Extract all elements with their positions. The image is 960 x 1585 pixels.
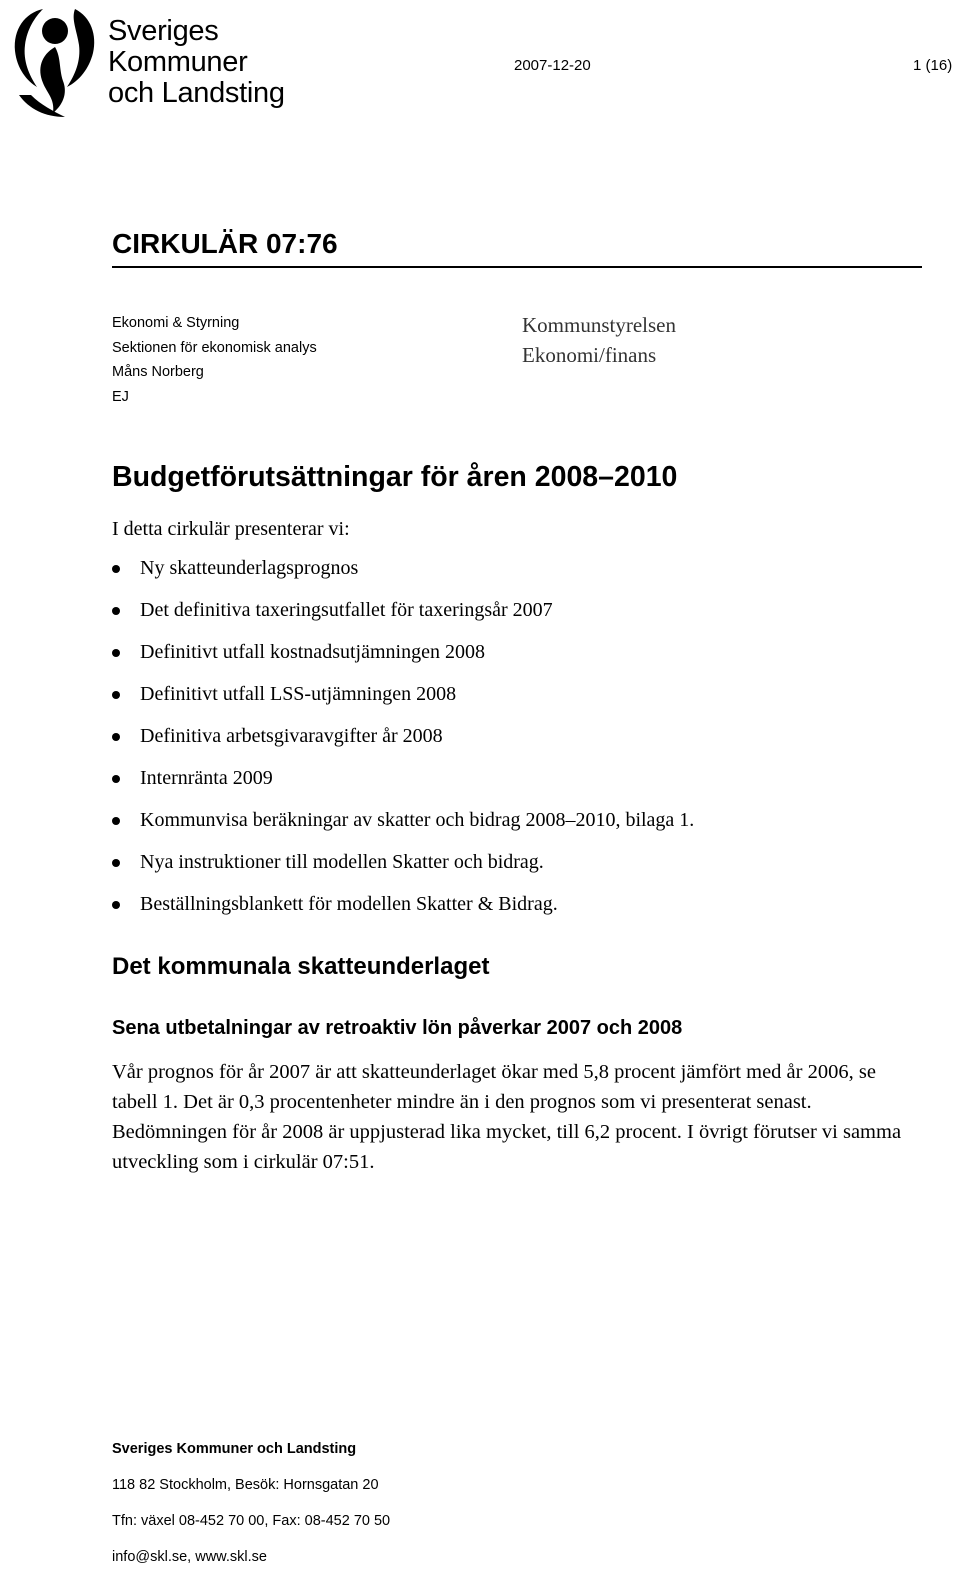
recipient-line: Ekonomi/finans [522,343,657,367]
footer-web: info@skl.se, www.skl.se [112,1549,267,1565]
main-heading: Budgetförutsättningar för åren 2008–2010 [112,461,678,493]
footer-address: 118 82 Stockholm, Besök: Hornsgatan 20 [112,1477,379,1493]
bullet-icon [112,733,120,741]
list-item-text: Kommunvisa beräkningar av skatter och bidrag 2008–2010, bilaga 1. [140,809,695,831]
skl-emblem-icon [5,3,105,123]
bullet-icon [112,649,120,657]
list-item-text: Beställningsblankett för modellen Skatter & Bidrag. [140,893,558,915]
page-number: 1 (16) [913,57,953,74]
list-item [112,763,694,805]
sender-line: Ekonomi & Styrning [112,315,240,331]
list-item [112,721,694,763]
list-item [112,553,694,595]
bullet-icon [112,691,120,699]
list-item [112,679,694,721]
list-item [112,805,694,847]
document-date: 2007-12-20 [514,57,591,74]
list-item [112,637,694,679]
org-logo-text [108,16,285,109]
section-heading: Det kommunala skatteunderlaget [112,953,490,980]
logo-line-1: Sveriges [108,15,219,47]
list-item-text: Definitiva arbetsgivaravgifter år 2008 [140,725,443,747]
section-paragraph: Vår prognos för år 2007 är att skatteunderlaget ökar med 5,8 procent jämfört med år 2006, se tabell 1. Det är 0,3 procentenheter mindre än i den prognos som vi presenterat senast. Bedömningen för år 2008 är uppjusterad lika mycket, till 6,2 procent. I övrigt förutser vi samma utveckling som i cirkulär 07:51. [112,1061,902,1173]
list-item-text: Definitivt utfall kostnadsutjämningen 2008 [140,641,485,663]
sender-line: EJ [112,388,129,405]
list-item-text: Ny skatteunderlagsprognos [140,557,359,579]
footer-org: Sveriges Kommuner och Landsting [112,1441,357,1457]
footer-phone: Tfn: växel 08-452 70 00, Fax: 08-452 70 50 [112,1513,391,1529]
bullet-icon [112,775,120,783]
list-item [112,889,694,931]
recipient-block [522,310,676,370]
bullet-icon [112,901,120,909]
bullet-icon [112,817,120,825]
sender-block [112,311,317,409]
title-divider [112,266,922,268]
sender-line: Måns Norberg [112,364,204,380]
list-item [112,595,694,637]
contents-list [112,553,694,931]
sender-line: Sektionen för ekonomisk analys [112,339,317,356]
recipient-line: Kommunstyrelsen [522,313,676,337]
section-subheading: Sena utbetalningar av retroaktiv lön påverkar 2007 och 2008 [112,1017,683,1039]
circular-title: CIRKULÄR 07:76 [112,228,338,259]
bullet-icon [112,859,120,867]
list-item-text: Internränta 2009 [140,767,273,789]
bullet-icon [112,607,120,615]
list-item [112,847,694,889]
bullet-icon [112,565,120,573]
logo-line-3: och Landsting [108,77,285,109]
logo-line-2: Kommuner [108,46,248,78]
intro-text: I detta cirkulär presenterar vi: [112,518,350,540]
list-item-text: Nya instruktioner till modellen Skatter och bidrag. [140,851,544,873]
list-item-text: Det definitiva taxeringsutfallet för taxeringsår 2007 [140,599,553,621]
list-item-text: Definitivt utfall LSS-utjämningen 2008 [140,683,457,705]
